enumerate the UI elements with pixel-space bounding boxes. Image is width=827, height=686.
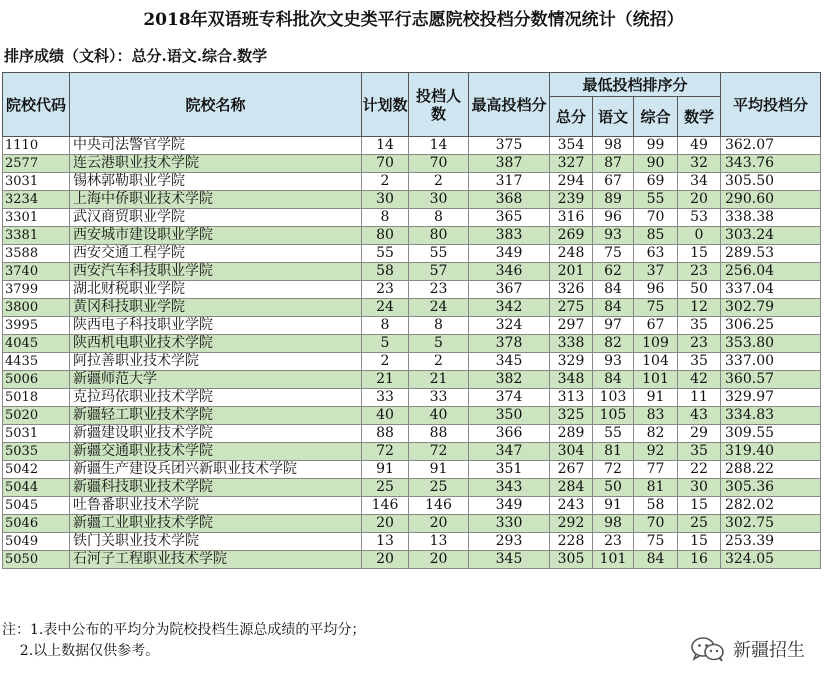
- cell-avg: 302.79: [721, 299, 821, 317]
- cell-comp: 69: [634, 173, 678, 191]
- table-row: [3, 353, 821, 371]
- wechat-brand: [691, 636, 805, 662]
- cell-avg: 282.02: [721, 497, 821, 515]
- cell-math: 35: [678, 317, 721, 335]
- cell-filed: 20: [409, 515, 469, 533]
- cell-max: 350: [469, 407, 550, 425]
- cell-comp: 91: [634, 389, 678, 407]
- cell-total: 284: [550, 479, 593, 497]
- cell-chinese: 84: [593, 281, 634, 299]
- cell-total: 269: [550, 227, 593, 245]
- cell-filed: 70: [409, 155, 469, 173]
- cell-max: 367: [469, 281, 550, 299]
- cell-plan: 146: [362, 497, 409, 515]
- cell-plan: 8: [362, 209, 409, 227]
- cell-comp: 58: [634, 497, 678, 515]
- table-row: [3, 155, 821, 173]
- cell-total: 239: [550, 191, 593, 209]
- cell-code: 5035: [3, 443, 70, 461]
- cell-comp: 70: [634, 209, 678, 227]
- cell-comp: 104: [634, 353, 678, 371]
- cell-max: 374: [469, 389, 550, 407]
- table-row: [3, 461, 821, 479]
- cell-name: 锡林郭勒职业学院: [70, 173, 362, 191]
- table-row: [3, 335, 821, 353]
- cell-chinese: 89: [593, 191, 634, 209]
- cell-comp: 109: [634, 335, 678, 353]
- cell-avg: 288.22: [721, 461, 821, 479]
- col-header-min-group: 最低投档排序分: [550, 73, 721, 97]
- cell-comp: 96: [634, 281, 678, 299]
- cell-plan: 5: [362, 335, 409, 353]
- cell-plan: 70: [362, 155, 409, 173]
- cell-code: 3588: [3, 245, 70, 263]
- cell-filed: 8: [409, 317, 469, 335]
- cell-code: 3381: [3, 227, 70, 245]
- cell-plan: 33: [362, 389, 409, 407]
- cell-plan: 91: [362, 461, 409, 479]
- cell-chinese: 62: [593, 263, 634, 281]
- cell-code: 5049: [3, 533, 70, 551]
- cell-code: 5020: [3, 407, 70, 425]
- cell-math: 30: [678, 479, 721, 497]
- cell-chinese: 87: [593, 155, 634, 173]
- cell-math: 32: [678, 155, 721, 173]
- cell-total: 289: [550, 425, 593, 443]
- cell-name: 新疆工业职业技术学院: [70, 515, 362, 533]
- table-row: [3, 263, 821, 281]
- cell-comp: 75: [634, 533, 678, 551]
- footnote-1: 注：1.表中公布的平均分为院校投档生源总成绩的平均分；: [2, 622, 366, 638]
- table-row: [3, 281, 821, 299]
- cell-filed: 57: [409, 263, 469, 281]
- cell-total: 304: [550, 443, 593, 461]
- cell-name: 石河子工程职业技术学院: [70, 551, 362, 569]
- cell-filed: 2: [409, 173, 469, 191]
- cell-plan: 40: [362, 407, 409, 425]
- table-row: [3, 173, 821, 191]
- cell-math: 29: [678, 425, 721, 443]
- cell-chinese: 103: [593, 389, 634, 407]
- cell-max: 345: [469, 353, 550, 371]
- cell-plan: 58: [362, 263, 409, 281]
- cell-comp: 99: [634, 137, 678, 155]
- cell-code: 3301: [3, 209, 70, 227]
- cell-max: 347: [469, 443, 550, 461]
- cell-math: 15: [678, 497, 721, 515]
- cell-code: 1110: [3, 137, 70, 155]
- cell-code: 5050: [3, 551, 70, 569]
- cell-filed: 30: [409, 191, 469, 209]
- cell-plan: 72: [362, 443, 409, 461]
- cell-filed: 23: [409, 281, 469, 299]
- cell-filed: 91: [409, 461, 469, 479]
- cell-avg: 305.50: [721, 173, 821, 191]
- cell-plan: 2: [362, 173, 409, 191]
- cell-max: 324: [469, 317, 550, 335]
- cell-chinese: 101: [593, 551, 634, 569]
- cell-comp: 82: [634, 425, 678, 443]
- cell-max: 382: [469, 371, 550, 389]
- cell-math: 35: [678, 353, 721, 371]
- col-header-math: 数学: [678, 97, 721, 137]
- cell-total: 305: [550, 551, 593, 569]
- cell-max: 330: [469, 515, 550, 533]
- cell-chinese: 75: [593, 245, 634, 263]
- cell-name: 铁门关职业技术学院: [70, 533, 362, 551]
- table-row: [3, 497, 821, 515]
- cell-name: 上海中侨职业技术学院: [70, 191, 362, 209]
- cell-filed: 33: [409, 389, 469, 407]
- cell-total: 325: [550, 407, 593, 425]
- cell-chinese: 97: [593, 317, 634, 335]
- cell-filed: 8: [409, 209, 469, 227]
- cell-max: 317: [469, 173, 550, 191]
- cell-code: 5042: [3, 461, 70, 479]
- cell-name: 新疆轻工职业技术学院: [70, 407, 362, 425]
- cell-max: 366: [469, 425, 550, 443]
- cell-max: 346: [469, 263, 550, 281]
- cell-total: 329: [550, 353, 593, 371]
- cell-total: 275: [550, 299, 593, 317]
- cell-avg: 329.97: [721, 389, 821, 407]
- cell-code: 3234: [3, 191, 70, 209]
- cell-name: 新疆师范大学: [70, 371, 362, 389]
- cell-avg: 289.53: [721, 245, 821, 263]
- cell-math: 16: [678, 551, 721, 569]
- cell-total: 354: [550, 137, 593, 155]
- cell-chinese: 93: [593, 353, 634, 371]
- cell-max: 345: [469, 551, 550, 569]
- cell-avg: 253.39: [721, 533, 821, 551]
- cell-avg: 337.04: [721, 281, 821, 299]
- col-header-name: 院校名称: [70, 73, 362, 137]
- cell-comp: 81: [634, 479, 678, 497]
- page-title: 2018年双语班专科批次文史类平行志愿院校投档分数情况统计（统招）: [143, 10, 684, 30]
- cell-math: 20: [678, 191, 721, 209]
- brand-label: 新疆招生: [733, 640, 805, 661]
- cell-comp: 55: [634, 191, 678, 209]
- cell-total: 294: [550, 173, 593, 191]
- cell-code: 5006: [3, 371, 70, 389]
- cell-total: 248: [550, 245, 593, 263]
- cell-filed: 21: [409, 371, 469, 389]
- cell-math: 35: [678, 443, 721, 461]
- cell-filed: 72: [409, 443, 469, 461]
- cell-comp: 70: [634, 515, 678, 533]
- cell-filed: 146: [409, 497, 469, 515]
- cell-name: 湖北财税职业学院: [70, 281, 362, 299]
- cell-comp: 37: [634, 263, 678, 281]
- cell-avg: 362.07: [721, 137, 821, 155]
- cell-name: 陕西机电职业技术学院: [70, 335, 362, 353]
- cell-name: 陕西电子科技职业学院: [70, 317, 362, 335]
- cell-name: 黄冈科技职业学院: [70, 299, 362, 317]
- cell-total: 313: [550, 389, 593, 407]
- cell-comp: 67: [634, 317, 678, 335]
- cell-plan: 20: [362, 551, 409, 569]
- cell-math: 53: [678, 209, 721, 227]
- cell-comp: 83: [634, 407, 678, 425]
- cell-chinese: 23: [593, 533, 634, 551]
- cell-max: 349: [469, 497, 550, 515]
- cell-plan: 21: [362, 371, 409, 389]
- cell-max: 349: [469, 245, 550, 263]
- table-row: [3, 407, 821, 425]
- table-row: [3, 515, 821, 533]
- cell-math: 23: [678, 263, 721, 281]
- cell-total: 326: [550, 281, 593, 299]
- cell-chinese: 55: [593, 425, 634, 443]
- cell-max: 375: [469, 137, 550, 155]
- cell-filed: 40: [409, 407, 469, 425]
- cell-total: 297: [550, 317, 593, 335]
- cell-avg: 309.55: [721, 425, 821, 443]
- cell-code: 5018: [3, 389, 70, 407]
- cell-filed: 24: [409, 299, 469, 317]
- col-header-comp: 综合: [634, 97, 678, 137]
- cell-code: 5046: [3, 515, 70, 533]
- cell-name: 新疆生产建设兵团兴新职业技术学院: [70, 461, 362, 479]
- cell-total: 348: [550, 371, 593, 389]
- cell-avg: 306.25: [721, 317, 821, 335]
- cell-math: 34: [678, 173, 721, 191]
- cell-name: 阿拉善职业技术学院: [70, 353, 362, 371]
- cell-math: 25: [678, 515, 721, 533]
- sort-criteria: 排序成绩（文科）：总分.语文.综合.数学: [4, 47, 268, 65]
- cell-code: 4045: [3, 335, 70, 353]
- cell-math: 23: [678, 335, 721, 353]
- cell-avg: 305.36: [721, 479, 821, 497]
- table-row: [3, 443, 821, 461]
- cell-chinese: 93: [593, 227, 634, 245]
- cell-comp: 90: [634, 155, 678, 173]
- cell-name: 武汉商贸职业学院: [70, 209, 362, 227]
- cell-plan: 23: [362, 281, 409, 299]
- cell-avg: 360.57: [721, 371, 821, 389]
- cell-name: 西安交通工程学院: [70, 245, 362, 263]
- table-row: [3, 227, 821, 245]
- cell-filed: 20: [409, 551, 469, 569]
- table-row: [3, 317, 821, 335]
- cell-chinese: 91: [593, 497, 634, 515]
- col-header-total: 总分: [550, 97, 593, 137]
- footnote-2: 2.以上数据仅供参考。: [2, 643, 160, 659]
- cell-avg: 334.83: [721, 407, 821, 425]
- cell-code: 2577: [3, 155, 70, 173]
- cell-filed: 2: [409, 353, 469, 371]
- cell-chinese: 105: [593, 407, 634, 425]
- cell-chinese: 82: [593, 335, 634, 353]
- col-header-avg: 平均投档分: [721, 73, 821, 137]
- col-header-code: 院校代码: [3, 73, 70, 137]
- cell-name: 吐鲁番职业技术学院: [70, 497, 362, 515]
- cell-plan: 20: [362, 515, 409, 533]
- cell-max: 387: [469, 155, 550, 173]
- cell-math: 15: [678, 533, 721, 551]
- cell-comp: 63: [634, 245, 678, 263]
- cell-max: 378: [469, 335, 550, 353]
- cell-code: 3740: [3, 263, 70, 281]
- cell-chinese: 72: [593, 461, 634, 479]
- cell-name: 新疆交通职业技术学院: [70, 443, 362, 461]
- cell-name: 新疆建设职业技术学院: [70, 425, 362, 443]
- cell-avg: 343.76: [721, 155, 821, 173]
- footnotes: [2, 620, 365, 662]
- cell-math: 12: [678, 299, 721, 317]
- cell-name: 新疆科技职业技术学院: [70, 479, 362, 497]
- cell-avg: 290.60: [721, 191, 821, 209]
- cell-name: 中央司法警官学院: [70, 137, 362, 155]
- cell-comp: 75: [634, 299, 678, 317]
- admission-score-table: [2, 72, 821, 569]
- cell-filed: 14: [409, 137, 469, 155]
- cell-name: 克拉玛依职业技术学院: [70, 389, 362, 407]
- cell-plan: 13: [362, 533, 409, 551]
- cell-max: 342: [469, 299, 550, 317]
- cell-plan: 55: [362, 245, 409, 263]
- cell-avg: 353.80: [721, 335, 821, 353]
- cell-math: 50: [678, 281, 721, 299]
- cell-total: 243: [550, 497, 593, 515]
- cell-code: 5045: [3, 497, 70, 515]
- cell-max: 343: [469, 479, 550, 497]
- cell-filed: 5: [409, 335, 469, 353]
- cell-avg: 256.04: [721, 263, 821, 281]
- cell-filed: 80: [409, 227, 469, 245]
- wechat-icon: [691, 636, 725, 662]
- cell-chinese: 84: [593, 299, 634, 317]
- cell-name: 连云港职业技术学院: [70, 155, 362, 173]
- cell-total: 228: [550, 533, 593, 551]
- col-header-filed: 投档人数: [409, 73, 469, 137]
- cell-code: 5031: [3, 425, 70, 443]
- cell-avg: 337.00: [721, 353, 821, 371]
- cell-total: 201: [550, 263, 593, 281]
- table-row: [3, 137, 821, 155]
- cell-math: 11: [678, 389, 721, 407]
- cell-plan: 2: [362, 353, 409, 371]
- cell-code: 4435: [3, 353, 70, 371]
- cell-chinese: 98: [593, 137, 634, 155]
- cell-plan: 14: [362, 137, 409, 155]
- cell-avg: 319.40: [721, 443, 821, 461]
- cell-comp: 77: [634, 461, 678, 479]
- cell-avg: 302.75: [721, 515, 821, 533]
- cell-plan: 24: [362, 299, 409, 317]
- cell-code: 3031: [3, 173, 70, 191]
- cell-plan: 80: [362, 227, 409, 245]
- cell-filed: 55: [409, 245, 469, 263]
- cell-math: 0: [678, 227, 721, 245]
- cell-total: 267: [550, 461, 593, 479]
- table-row: [3, 551, 821, 569]
- cell-math: 42: [678, 371, 721, 389]
- table-row: [3, 191, 821, 209]
- cell-max: 368: [469, 191, 550, 209]
- table-row: [3, 209, 821, 227]
- table-row: [3, 371, 821, 389]
- cell-chinese: 81: [593, 443, 634, 461]
- cell-code: 5044: [3, 479, 70, 497]
- cell-total: 338: [550, 335, 593, 353]
- cell-filed: 25: [409, 479, 469, 497]
- cell-comp: 101: [634, 371, 678, 389]
- cell-code: 3800: [3, 299, 70, 317]
- cell-max: 383: [469, 227, 550, 245]
- cell-total: 292: [550, 515, 593, 533]
- table-row: [3, 479, 821, 497]
- cell-chinese: 84: [593, 371, 634, 389]
- cell-code: 3799: [3, 281, 70, 299]
- col-header-max: 最高投档分: [469, 73, 550, 137]
- table-body: [3, 137, 821, 569]
- cell-filed: 13: [409, 533, 469, 551]
- cell-math: 15: [678, 245, 721, 263]
- table-row: [3, 245, 821, 263]
- table-row: [3, 389, 821, 407]
- col-header-plan: 计划数: [362, 73, 409, 137]
- cell-chinese: 98: [593, 515, 634, 533]
- cell-avg: 338.38: [721, 209, 821, 227]
- table-row: [3, 299, 821, 317]
- table-row: [3, 533, 821, 551]
- cell-total: 327: [550, 155, 593, 173]
- cell-max: 351: [469, 461, 550, 479]
- cell-chinese: 67: [593, 173, 634, 191]
- cell-plan: 8: [362, 317, 409, 335]
- cell-comp: 84: [634, 551, 678, 569]
- cell-math: 43: [678, 407, 721, 425]
- cell-math: 49: [678, 137, 721, 155]
- cell-filed: 88: [409, 425, 469, 443]
- cell-comp: 85: [634, 227, 678, 245]
- cell-chinese: 50: [593, 479, 634, 497]
- cell-max: 293: [469, 533, 550, 551]
- cell-plan: 88: [362, 425, 409, 443]
- cell-avg: 324.05: [721, 551, 821, 569]
- cell-max: 365: [469, 209, 550, 227]
- cell-name: 西安城市建设职业学院: [70, 227, 362, 245]
- cell-name: 西安汽车科技职业学院: [70, 263, 362, 281]
- cell-chinese: 96: [593, 209, 634, 227]
- cell-code: 3995: [3, 317, 70, 335]
- cell-comp: 92: [634, 443, 678, 461]
- cell-avg: 303.24: [721, 227, 821, 245]
- cell-math: 22: [678, 461, 721, 479]
- cell-plan: 25: [362, 479, 409, 497]
- cell-plan: 30: [362, 191, 409, 209]
- table-row: [3, 425, 821, 443]
- col-header-chinese: 语文: [593, 97, 634, 137]
- cell-total: 316: [550, 209, 593, 227]
